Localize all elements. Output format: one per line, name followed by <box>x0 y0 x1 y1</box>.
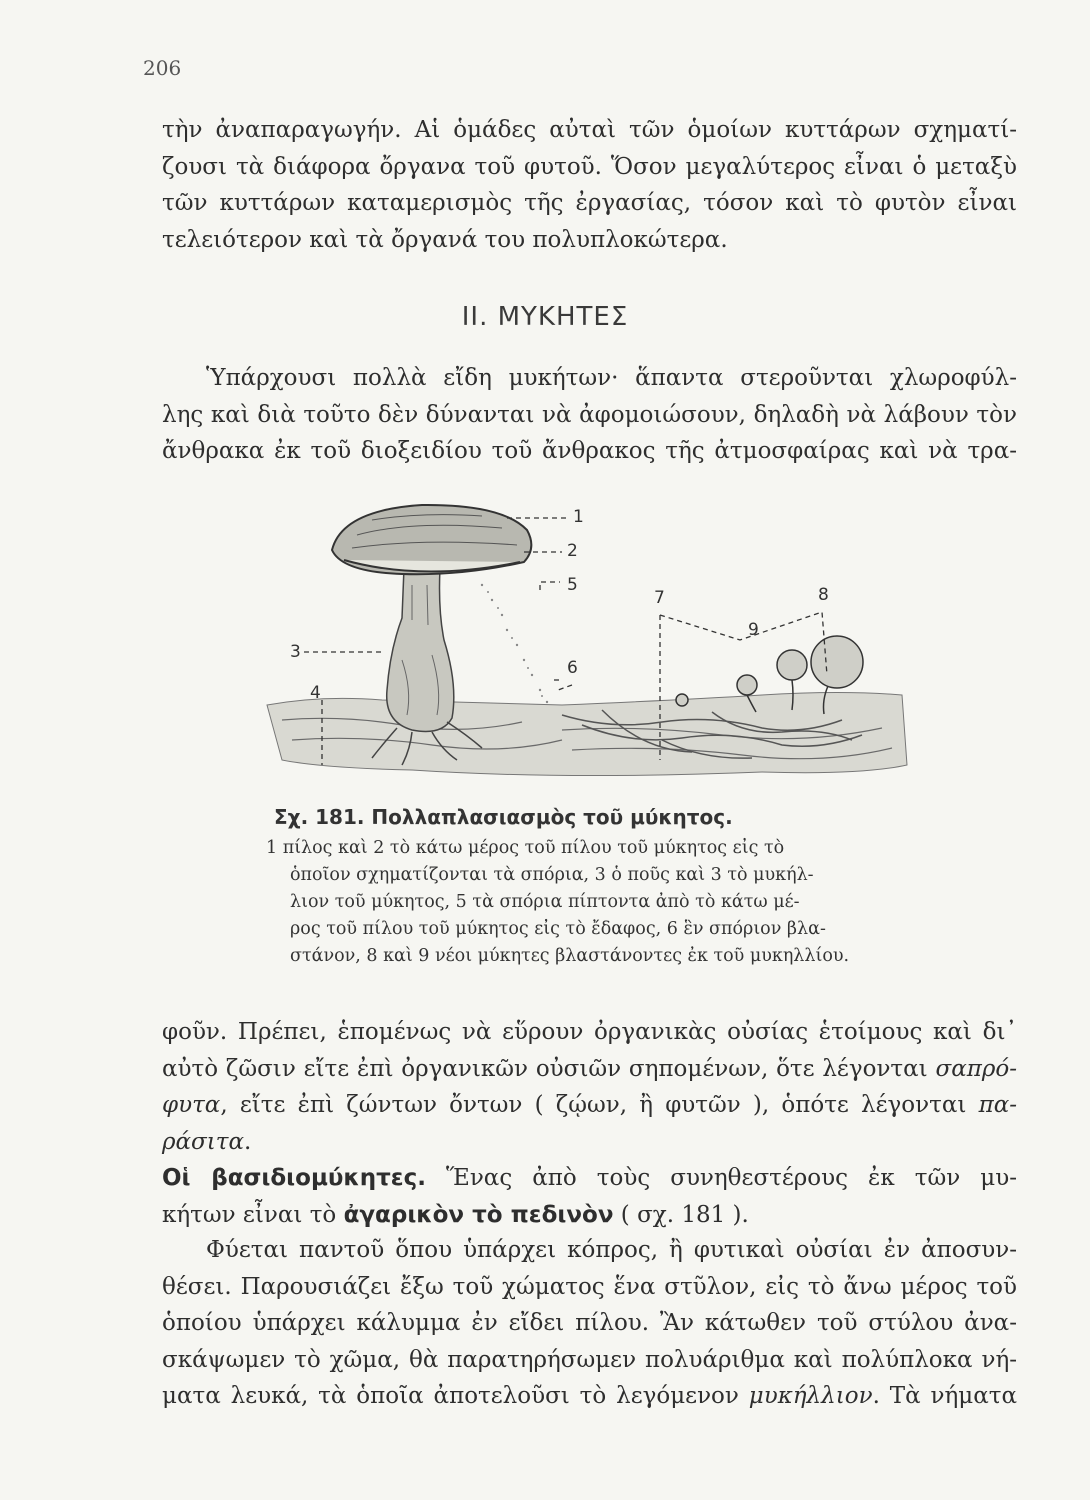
text-line: θέσει. Παρουσιάζει ἔξω τοῦ χώματος ἕνα στῦλον, εἰς τὸ ἄνω μέρος τοῦ <box>162 1273 1017 1300</box>
paragraph-fungi-intro <box>162 360 1017 470</box>
figure-label-8: 8 <box>818 585 829 605</box>
text-line: Οἱ βασιδιομύκητες. Ἕνας ἀπὸ τοὺς συνηθεστέρους ἐκ τῶν μυ- <box>162 1165 1017 1191</box>
text-line: ὁποίου ὑπάρχει κάλυμμα ἐν εἴδει πίλου. Ἂν κάτωθεν τοῦ στύλου ἀνα- <box>162 1310 1017 1336</box>
text-line: κήτων εἶναι τὸ ἀγαρικὸν τὸ πεδινὸν ( σχ. 181 ). <box>162 1201 749 1228</box>
text-line: τελειότερον καὶ τὰ ὄργανά του πολυπλοκώτερα. <box>162 226 728 253</box>
text-line: ἄνθρακα ἐκ τοῦ διοξειδίου τοῦ ἄνθρακος τῆς ἀτμοσφαίρας καὶ νὰ τρα- <box>162 438 1017 464</box>
figure-label-7: 7 <box>654 588 665 608</box>
figure-label-6: 6 <box>567 658 578 678</box>
caption-line: 1 πίλος καὶ 2 τὸ κάτω μέρος τοῦ πίλου τοῦ μύκητος εἰς τὸ <box>266 838 785 858</box>
figure-label-5: 5 <box>567 575 578 595</box>
text-line: ράσιτα. <box>162 1128 252 1155</box>
page-number: 206 <box>143 56 182 80</box>
term-agaricus: ἀγαρικὸν τὸ πεδινὸν <box>343 1201 614 1228</box>
caption-line: ὁποῖον σχηματίζονται τὰ σπόρια, 3 ὁ ποῦς καὶ 3 τὸ μυκήλ- <box>290 865 814 885</box>
figure-label-3: 3 <box>290 642 301 662</box>
mushroom-illustration <box>262 490 922 790</box>
text-line: τὴν ἀναπαραγωγήν. Αἱ ὁμάδες αὐταὶ τῶν ὁμοίων κυττάρων σχηματί- <box>162 117 1017 143</box>
section-heading: ΙΙ. ΜΥΚΗΤΕΣ <box>461 302 629 332</box>
figure-label-4: 4 <box>310 683 321 703</box>
figure-label-9: 9 <box>748 620 759 640</box>
figure-label-2: 2 <box>567 541 578 561</box>
text-line: σκάψωμεν τὸ χῶμα, θὰ παρατηρήσωμεν πολυάριθμα καὶ πολύπλοκα νή- <box>162 1346 1017 1373</box>
caption-title: Σχ. 181. Πολλαπλασιασμὸς τοῦ μύκητος. <box>274 805 733 829</box>
text-line: λης καὶ διὰ τοῦτο δὲν δύνανται νὰ ἀφομοιώσουν, δηλαδὴ νὰ λάβουν τὸν <box>162 401 1017 428</box>
text-line: αὐτὸ ζῶσιν εἴτε ἐπὶ ὀργανικῶν οὐσιῶν σηπομένων, ὅτε λέγονται σαπρό- <box>162 1055 1017 1082</box>
paragraph-basidiomycetes <box>162 1160 1017 1233</box>
subheading-basidiomycetes: Οἱ βασιδιομύκητες. <box>162 1165 426 1191</box>
intro-paragraph <box>162 112 1017 258</box>
text-line: Φύεται παντοῦ ὅπου ὑπάρχει κόπρος, ἢ φυτικαὶ οὐσίαι ἐν ἀποσυν- <box>206 1237 1017 1263</box>
text-line: φοῦν. Πρέπει, ἑπομένως νὰ εὕρουν ὀργανικὰς οὐσίας ἑτοίμους καὶ δι᾽ <box>162 1019 1017 1045</box>
text-line: φυτα, εἴτε ἐπὶ ζώντων ὄντων ( ζῴων, ἢ φυτῶν ), ὁπότε λέγονται πα- <box>162 1092 1017 1118</box>
caption-line: ρος τοῦ πίλου τοῦ μύκητος εἰς τὸ ἔδαφος, 6 ἓν σπόριον βλα- <box>290 919 826 939</box>
text-line: τῶν κυττάρων καταμερισμὸς τῆς ἐργασίας, τόσον καὶ τὸ φυτὸν εἶναι <box>162 190 1017 216</box>
caption-line: στάνον, 8 καὶ 9 νέοι μύκητες βλαστάνοντες ἐκ τοῦ μυκηλλίου. <box>290 946 850 966</box>
text-line: ματα λευκά, τὰ ὁποῖα ἀποτελοῦσι τὸ λεγόμενον μυκήλλιον. Τὰ νήματα <box>162 1383 1017 1409</box>
text-line: Ὑπάρχουσι πολλὰ εἴδη μυκήτων· ἅπαντα στεροῦνται χλωροφύλ- <box>206 365 1017 391</box>
paragraph-description <box>162 1232 1017 1415</box>
figure-caption <box>266 804 926 970</box>
paragraph-saprophytes <box>162 1014 1017 1160</box>
mushroom-figure <box>262 490 922 790</box>
text-line: ζουσι τὰ διάφορα ὄργανα τοῦ φυτοῦ. Ὅσον μεγαλύτερος εἶναι ὁ μεταξὺ <box>162 153 1017 180</box>
falling-spores <box>481 584 548 703</box>
mushroom-stem <box>387 568 454 732</box>
caption-line: λιον τοῦ μύκητος, 5 τὰ σπόρια πίπτοντα ἀπὸ τὸ κάτω μέ- <box>290 892 800 912</box>
figure-label-1: 1 <box>573 507 584 527</box>
